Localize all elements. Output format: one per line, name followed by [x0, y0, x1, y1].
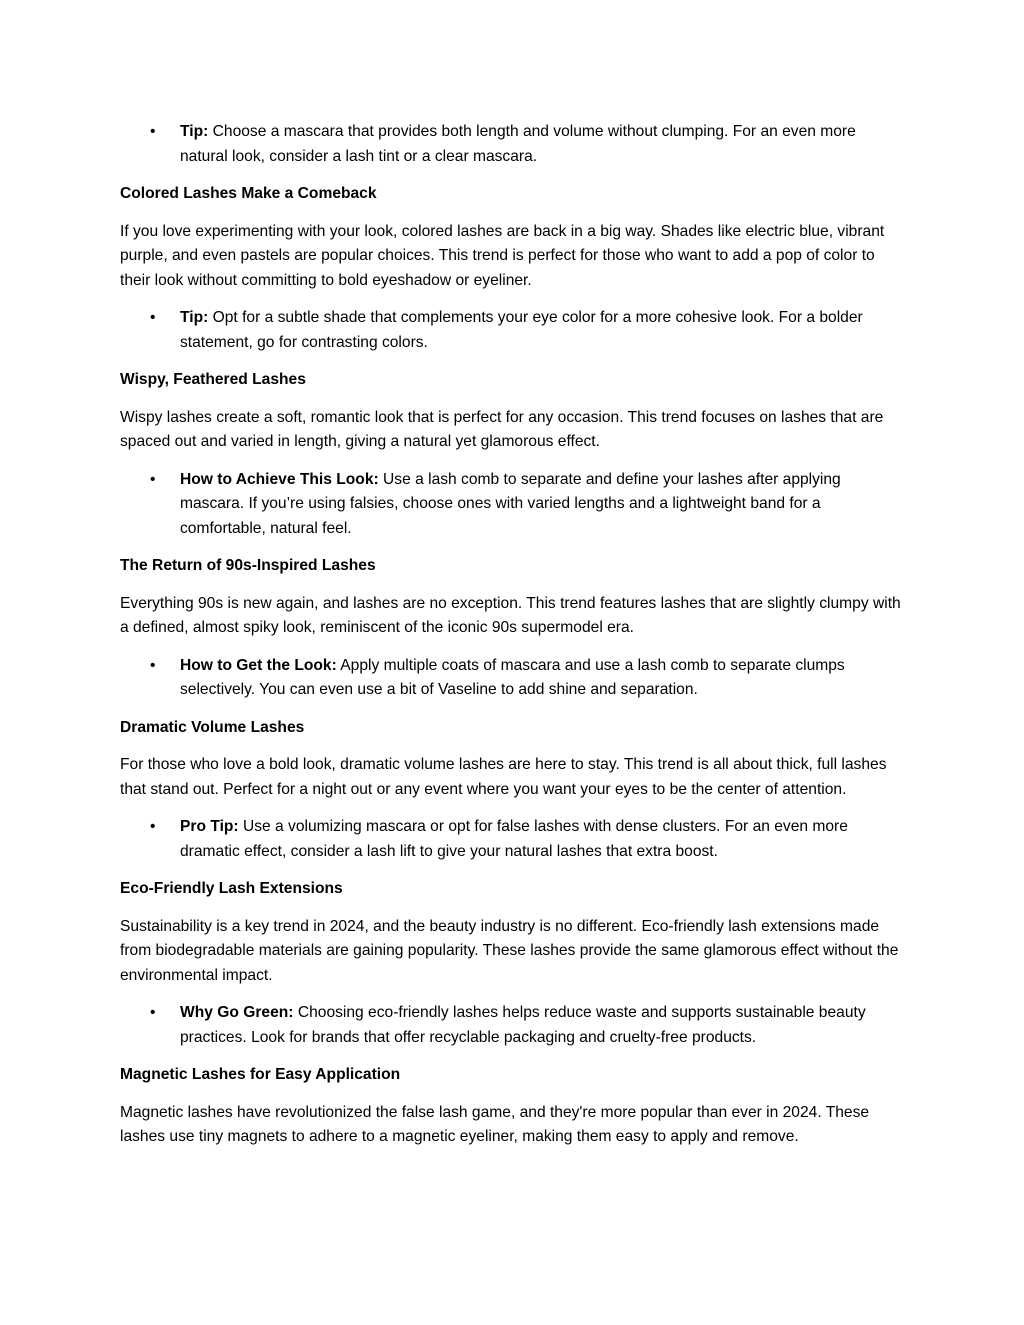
bullet-text: Apply multiple coats of mascara and use a lash comb to separate clumps selectively. You can even use a bit of Vaseline to add shine and separation.: [180, 656, 845, 698]
bullet-dot: •: [150, 818, 156, 835]
document-page: [120, 120, 904, 1163]
section-heading-dramatic-volume: Dramatic Volume Lashes: [120, 718, 305, 736]
bullet-text: Use a lash comb to separate and define your lashes after applying mascara. If you’re using falsies, choose ones with varied lengths and a lightweight band for a comfortable, natural feel.: [180, 470, 841, 537]
paragraph-dramatic-volume: For those who love a bold look, dramatic volume lashes are here to stay. This trend is all about thick, full lashes that stand out. Perfect for a night out or any event where you want your eyes to be the center of attention.: [120, 756, 887, 798]
bullet-lead: Pro Tip:: [180, 818, 239, 835]
how-to-get-bullet: [120, 654, 904, 703]
tip-colored-bullet: [120, 306, 904, 355]
bullet-text: Use a volumizing mascara or opt for false lashes with dense clusters. For an even more dramatic effect, consider a lash lift to give your natural lashes that extra boost.: [180, 818, 848, 860]
bullet-lead: How to Achieve This Look:: [180, 470, 379, 488]
bullet-dot: •: [150, 656, 156, 674]
bullet-dot: •: [150, 123, 156, 140]
bullet-lead: Why Go Green:: [180, 1004, 294, 1021]
section-heading-wispy-lashes: Wispy, Feathered Lashes: [120, 371, 306, 388]
tip-mascara-bullet: [120, 120, 904, 169]
bullet-lead: How to Get the Look:: [180, 656, 337, 674]
paragraph-wispy-lashes: Wispy lashes create a soft, romantic look that is perfect for any occasion. This trend focuses on lashes that are spaced out and varied in length, giving a natural yet glamorous effect.: [120, 408, 884, 450]
bullet-lead: Tip:: [180, 123, 209, 140]
bullet-text: Opt for a subtle shade that complements your eye color for a more cohesive look. For a bolder statement, go for contrasting colors.: [180, 309, 863, 351]
bullet-dot: •: [150, 1004, 156, 1021]
paragraph-eco-friendly: Sustainability is a key trend in 2024, and the beauty industry is no different. Eco-friendly lash extensions made from biodegradable materials are gaining popularity. These lashes provide the same glamorous effect without the environmental impact.: [120, 917, 899, 984]
pro-tip-bullet: [120, 815, 904, 864]
bullet-dot: •: [150, 470, 156, 488]
bullet-text: Choosing eco-friendly lashes helps reduce waste and supports sustainable beauty practices. Look for brands that offer recyclable packaging and cruelty-free products.: [180, 1004, 866, 1046]
paragraph-colored-lashes: If you love experimenting with your look, colored lashes are back in a big way. Shades like electric blue, vibrant purple, and even pastels are popular choices. This trend is perfect for those who want to add a pop of color to their look without committing to bold eyeshadow or eyeliner.: [120, 222, 885, 289]
section-heading-magnetic-lashes: Magnetic Lashes for Easy Application: [120, 1066, 401, 1083]
section-heading-colored-lashes: Colored Lashes Make a Comeback: [120, 185, 377, 202]
paragraph-90s-lashes: Everything 90s is new again, and lashes are no exception. This trend features lashes that are slightly clumpy with a defined, almost spiky look, reminiscent of the iconic 90s supermodel era.: [120, 594, 901, 636]
bullet-dot: •: [150, 309, 156, 326]
bullet-lead: Tip:: [180, 309, 209, 326]
why-go-green-bullet: [120, 1001, 904, 1050]
section-heading-90s-lashes: The Return of 90s-Inspired Lashes: [120, 557, 376, 574]
paragraph-magnetic-lashes: Magnetic lashes have revolutionized the false lash game, and they're more popular than ever in 2024. These lashes use tiny magnets to adhere to a magnetic eyeliner, making them easy to apply and remove.: [120, 1103, 870, 1145]
section-heading-eco-friendly: Eco-Friendly Lash Extensions: [120, 880, 343, 897]
how-to-achieve-bullet: [120, 468, 904, 542]
bullet-text: Choose a mascara that provides both length and volume without clumping. For an even more natural look, consider a lash tint or a clear mascara.: [180, 123, 856, 165]
